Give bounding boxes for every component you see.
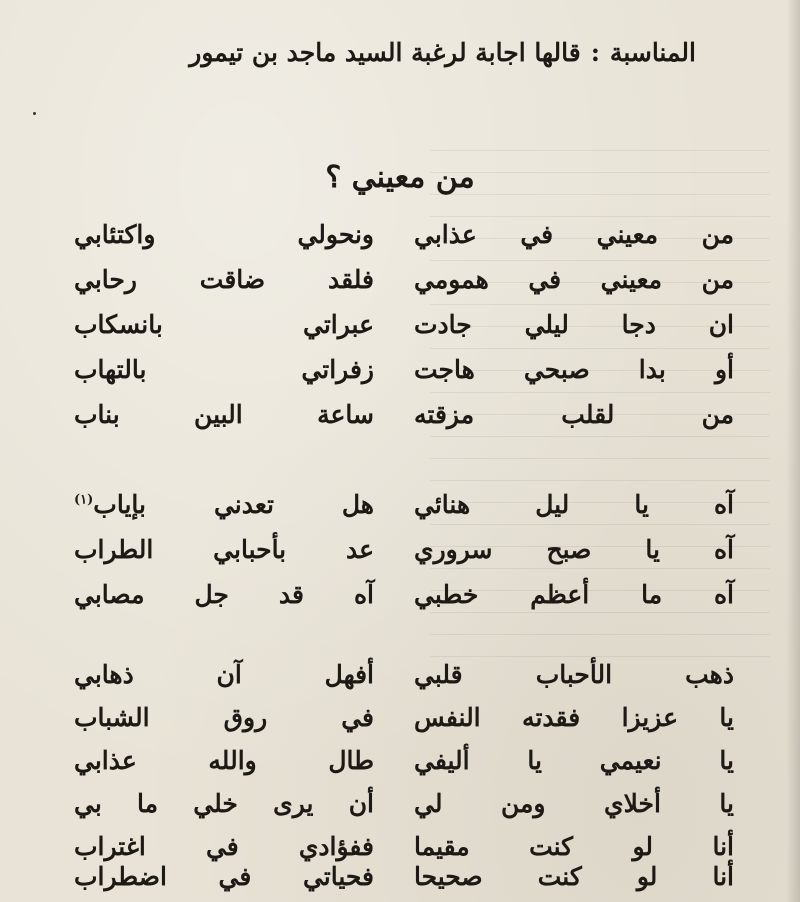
verse-first-hemistich: أنا لو كنت صحيحا: [414, 862, 734, 891]
verse-line: [0, 265, 800, 305]
verse-first-hemistich: ان دجا ليلي جادت: [414, 310, 734, 339]
verse-second-hemistich: أفهل آن ذهابي: [74, 660, 374, 689]
verse-second-hemistich: ونحولي واكتئابي: [74, 220, 374, 249]
verse-second-hemistich: فلقد ضاقت رحابي: [74, 265, 374, 294]
verse-second-hemistich: طال والله عذابي: [74, 746, 374, 775]
verse-line: [0, 746, 800, 786]
footnote-marker: (١): [74, 492, 94, 508]
verse-line: [0, 660, 800, 700]
verse-line: [0, 580, 800, 620]
verse-second-hemistich: عبراتي بانسكاب: [74, 310, 374, 339]
verse-line: [0, 703, 800, 743]
verse-first-hemistich: من معيني في عذابي: [414, 220, 734, 249]
verse-first-hemistich: من لقلب مزقته: [414, 400, 734, 429]
verse-first-hemistich: من معيني في همومي: [414, 265, 734, 294]
verse-second-hemistich: [74, 490, 374, 519]
poem-title: من معيني ؟: [325, 160, 475, 195]
verse-first-hemistich: آه يا ليل هنائي: [414, 490, 734, 519]
verse-line: [0, 355, 800, 395]
verse-first-hemistich: ذهب الأحباب قلبي: [414, 660, 734, 689]
verse-line: [0, 789, 800, 829]
occasion-label: المناسبة: [609, 38, 696, 67]
verse-second-hemistich: ففؤادي في اغتراب: [74, 832, 374, 861]
verse-second-hemistich: عد بأحبابي الطراب: [74, 535, 374, 564]
verse-second-hemistich: أن يرى خلي ما بي: [74, 789, 374, 818]
verse-first-hemistich: يا نعيمي يا أليفي: [414, 746, 734, 775]
verse-line: [0, 310, 800, 350]
verse-line: [0, 535, 800, 575]
verse-second-hemistich: في روق الشباب: [74, 703, 374, 732]
verse-line: [0, 490, 800, 530]
verse-second-hemistich: فحياتي في اضطراب: [74, 862, 374, 891]
verse-second-hemistich: زفراتي بالتهاب: [74, 355, 374, 384]
verse-first-hemistich: أو بدا صبحي هاجت: [414, 355, 734, 384]
verse-second-hemistich-text: هل تعدني بإياب: [93, 490, 374, 519]
verse-first-hemistich: آه يا صبح سروري: [414, 535, 734, 564]
verse-first-hemistich: أنا لو كنت مقيما: [414, 832, 734, 861]
verse-line: [0, 220, 800, 260]
verse-first-hemistich: يا أخلاي ومن لي: [414, 789, 734, 818]
occasion-text: قالها اجابة لرغبة السيد ماجد بن تيمور: [189, 38, 581, 67]
verse-second-hemistich: آه قد جل مصابي: [74, 580, 374, 609]
verse-first-hemistich: آه ما أعظم خطبي: [414, 580, 734, 609]
verse-first-hemistich: يا عزيزا فقدته النفس: [414, 703, 734, 732]
verse-second-hemistich: ساعة البين بناب: [74, 400, 374, 429]
verse-line: [0, 862, 800, 902]
verse-line: [0, 400, 800, 440]
occasion-colon: :: [590, 38, 600, 67]
ink-speck: [33, 112, 36, 115]
occasion-line: [189, 36, 696, 70]
